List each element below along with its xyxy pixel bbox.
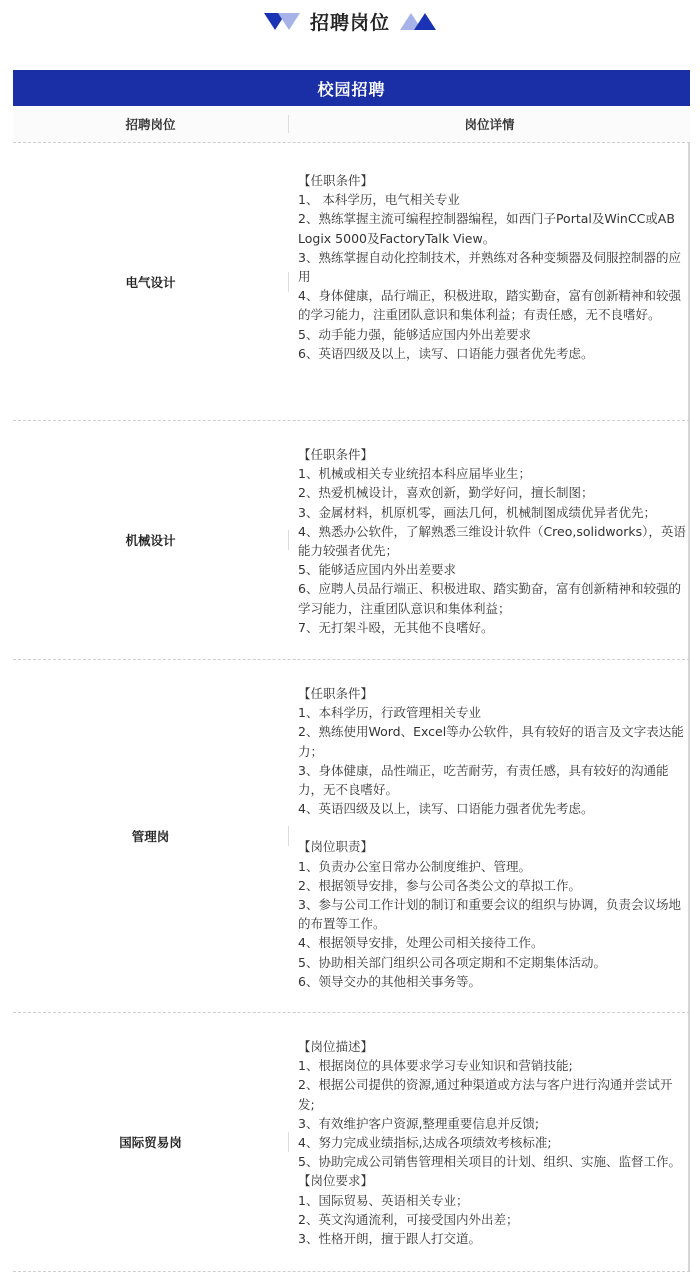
detail-line: 5、协助相关部门组织公司各项定期和不定期集体活动。: [298, 954, 606, 970]
detail-line: 【岗位职责】: [298, 839, 374, 855]
position-details: [288, 1013, 690, 1271]
detail-line: 2、熟练使用Word、Excel等办公软件，具有较好的语言及文字表达能力；: [298, 724, 684, 759]
detail-line: 2、根据领导安排，参与公司各类公文的草拟工作。: [298, 877, 581, 893]
detail-line: 【岗位要求】: [298, 1173, 374, 1189]
page-title: 招聘岗位: [309, 11, 390, 34]
detail-line: 4、英语四级及以上，读写、口语能力强者优先考虑。: [298, 801, 594, 817]
table-row: [13, 421, 690, 660]
column-divider: [288, 272, 289, 292]
detail-line: 6、英语四级及以上，读写、口语能力强者优先考虑。: [298, 345, 594, 361]
header-details: 岗位详情: [464, 117, 515, 132]
triangle-right-icon: [400, 13, 436, 30]
detail-line: 3、有效维护客户资源,整理重要信息并反馈;: [298, 1115, 540, 1131]
detail-line: 3、身体健康，品性端正，吃苦耐劳，有责任感，具有较好的沟通能力，无不良嗜好。: [298, 762, 669, 798]
detail-line: 3、金属材料，机原机零，画法几何，机械制图成绩优异者优先；: [298, 504, 656, 520]
table-banner: 校园招聘: [13, 70, 690, 106]
detail-line: 5、能够适应国内外出差要求: [298, 562, 456, 578]
table-row: [13, 1013, 690, 1272]
detail-line: 1、国际贸易、英语相关专业；: [298, 1192, 469, 1208]
detail-line: 2、英文沟通流利，可接受国内外出差；: [298, 1211, 519, 1227]
job-table: [13, 70, 690, 1272]
detail-line: 1、根据岗位的具体要求学习专业知识和营销技能;: [298, 1058, 573, 1074]
detail-line: 【任职条件】: [298, 173, 374, 188]
column-divider: [288, 826, 289, 846]
detail-line: 5、动手能力强，能够适应国内外出差要求: [298, 326, 531, 342]
position-name: 国际贸易岗: [119, 1135, 182, 1150]
detail-line: 3、熟练掌握自动化控制技术，并熟练对各种变频器及伺服控制器的应用: [298, 249, 681, 285]
detail-line: [298, 818, 688, 837]
position-name: 电气设计: [125, 274, 176, 290]
detail-line: 6、领导交办的其他相关事务等。: [298, 973, 481, 989]
detail-line: 6、应聘人员品行端正、积极进取、踏实勤奋，富有创新精神和较强的学习能力，注重团队意识和集体利益；: [298, 581, 681, 616]
table-header: [13, 106, 690, 143]
detail-line: 4、熟悉办公软件，了解熟悉三维设计软件（Creo,solidworks），英语能力较强者优先；: [298, 523, 686, 559]
detail-line: 3、参与公司工作计划的制订和重要会议的组织与协调，负责会议场地的布置等工作。: [298, 897, 681, 932]
table-row: [13, 143, 690, 421]
detail-line: 2、热爱机械设计，喜欢创新，勤学好问，擅长制图；: [298, 485, 594, 501]
table-row: [13, 660, 690, 1013]
column-divider: [288, 1132, 289, 1152]
detail-line: 1、本科学历，行政管理相关专业: [298, 705, 481, 721]
triangle-left-icon: [264, 13, 300, 30]
position-details: [288, 143, 690, 420]
detail-line: 2、根据公司提供的资源,通过种渠道或方法与客户进行沟通并尝试开发;: [298, 1077, 673, 1112]
detail-line: 1、机械或相关专业统招本科应届毕业生；: [298, 466, 531, 482]
detail-line: 【任职条件】: [298, 686, 374, 701]
detail-line: 5、协助完成公司销售管理相关项目的计划、组织、实施、监督工作。: [298, 1154, 681, 1170]
detail-line: 2、熟练掌握主流可编程控制器编程，如西门子Portal及WinCC或AB Logix 5000及FactoryTalk View。: [298, 211, 675, 246]
detail-line: 4、根据领导安排，处理公司相关接待工作。: [298, 935, 544, 951]
detail-line: 1、 本科学历，电气相关专业: [298, 192, 460, 208]
table-body: [13, 143, 690, 1272]
detail-line: 3、性格开朗，擅于跟人打交道。: [298, 1231, 481, 1247]
detail-line: 【岗位描述】: [298, 1039, 374, 1054]
position-details: [288, 660, 690, 1012]
detail-line: 4、身体健康，品行端正，积极进取，踏实勤奋，富有创新精神和较强的学习能力，注重团队意识和集体利益；有责任感，无不良嗜好。: [298, 288, 681, 323]
position-details: [288, 421, 690, 659]
position-name: 机械设计: [125, 533, 176, 548]
header-position: 招聘岗位: [13, 115, 289, 133]
column-divider: [288, 530, 289, 550]
detail-line: 4、努力完成业绩指标,达成各项绩效考核标准;: [298, 1135, 552, 1151]
position-name: 管理岗: [131, 829, 170, 844]
detail-line: 7、无打架斗殴，无其他不良嗜好。: [298, 619, 494, 635]
detail-line: 【任职条件】: [298, 447, 374, 462]
detail-line: 1、负责办公室日常办公制度维护、管理。: [298, 858, 531, 874]
section-title: [0, 0, 700, 42]
